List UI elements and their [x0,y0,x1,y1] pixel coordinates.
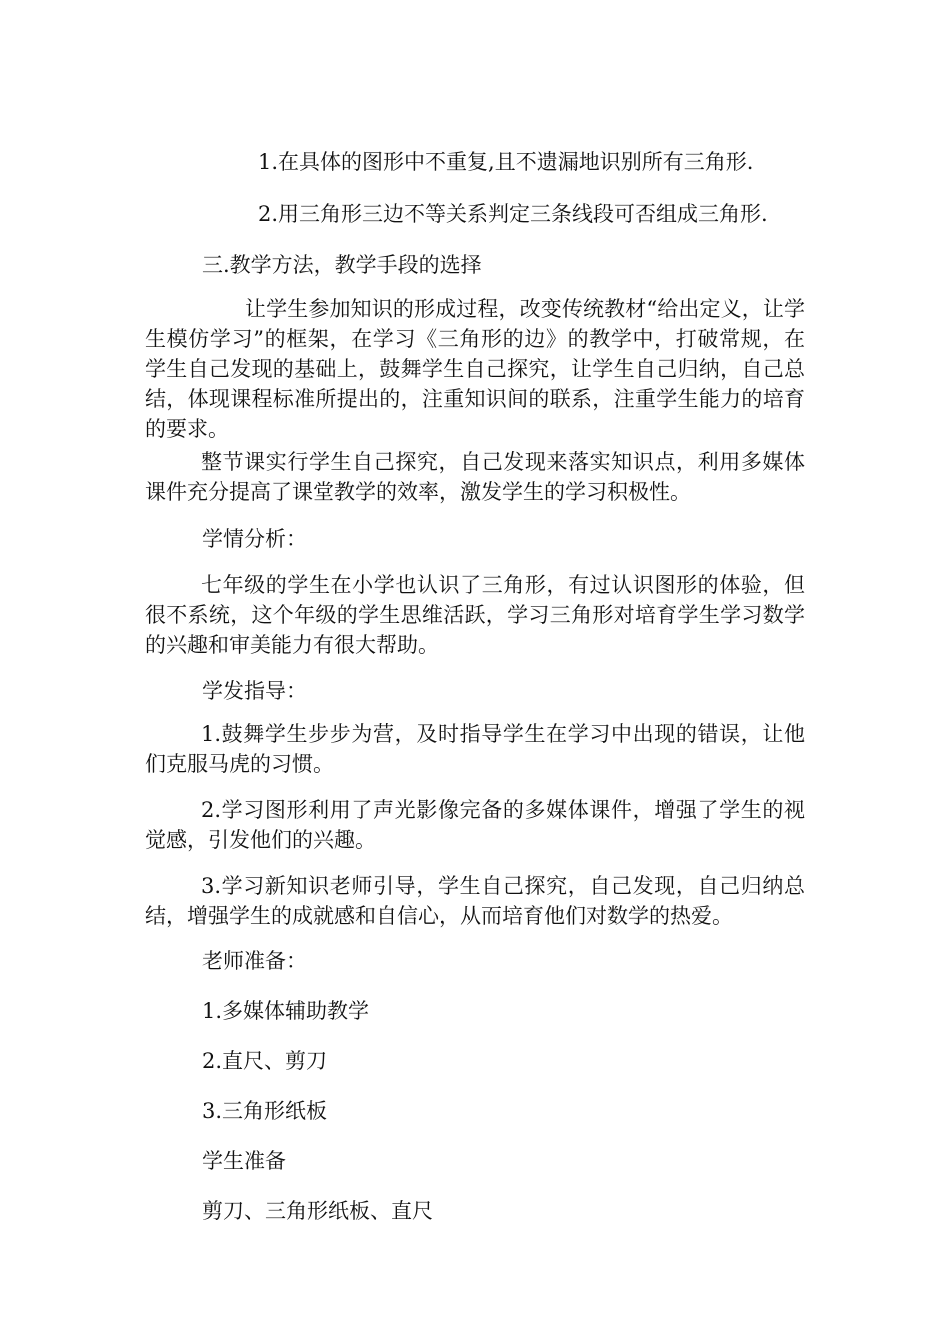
paragraph-student-analysis: 七年级的学生在小学也认识了三角形，有过认识图形的体验，但很不系统，这个年级的学生思维活跃，学习三角形对培育学生学习数学的兴趣和审美能力有很大帮助。 [145,573,805,657]
guidance-item-2: 2.学习图形利用了声光影像完备的多媒体课件，增强了学生的视觉感，引发他们的兴趣。 [145,798,805,852]
teacher-prep-item-2: 2.直尺、剪刀 [202,1049,328,1073]
teacher-prep-item-1: 1.多媒体辅助教学 [202,999,370,1023]
paragraph-teaching-approach: 让学生参加知识的形成过程，改变传统教材“给出定义，让学生模仿学习”的框架，在学习《三角形的边》的教学中，打破常规，在学生自己发现的基础上，鼓舞学生自己探究，让学生自己归纳，自己总结，体现课程标准所提出的，注重知识间的联系，注重学生能力的培育的要求。 [145,297,805,441]
guidance-item-3: 3.学习新知识老师引导，学生自己探究，自己发现，自己归纳总结，增强学生的成就感和自信心，从而培育他们对数学的热爱。 [145,874,805,928]
student-prep-items: 剪刀、三角形纸板、直尺 [202,1199,433,1223]
objective-item-1: 1.在具体的图形中不重复,且不遗漏地识别所有三角形. [258,150,754,174]
guidance-item-1: 1.鼓舞学生步步为营，及时指导学生在学习中出现的错误，让他们克服马虎的习惯。 [145,722,805,776]
paragraph-multimedia: 整节课实行学生自己探究，自己发现来落实知识点，利用多媒体课件充分提高了课堂教学的效率，激发学生的学习积极性。 [145,450,805,504]
heading-student-analysis: 学情分析： [202,527,307,551]
objective-item-2: 2.用三角形三边不等关系判定三条线段可否组成三角形. [258,202,768,226]
section-heading-teaching-methods: 三.教学方法，教学手段的选择 [202,253,482,277]
heading-teacher-prep: 老师准备： [202,949,307,973]
teacher-prep-item-3: 3.三角形纸板 [202,1099,328,1123]
heading-learning-guidance: 学发指导： [202,679,307,703]
heading-student-prep: 学生准备 [202,1149,286,1173]
